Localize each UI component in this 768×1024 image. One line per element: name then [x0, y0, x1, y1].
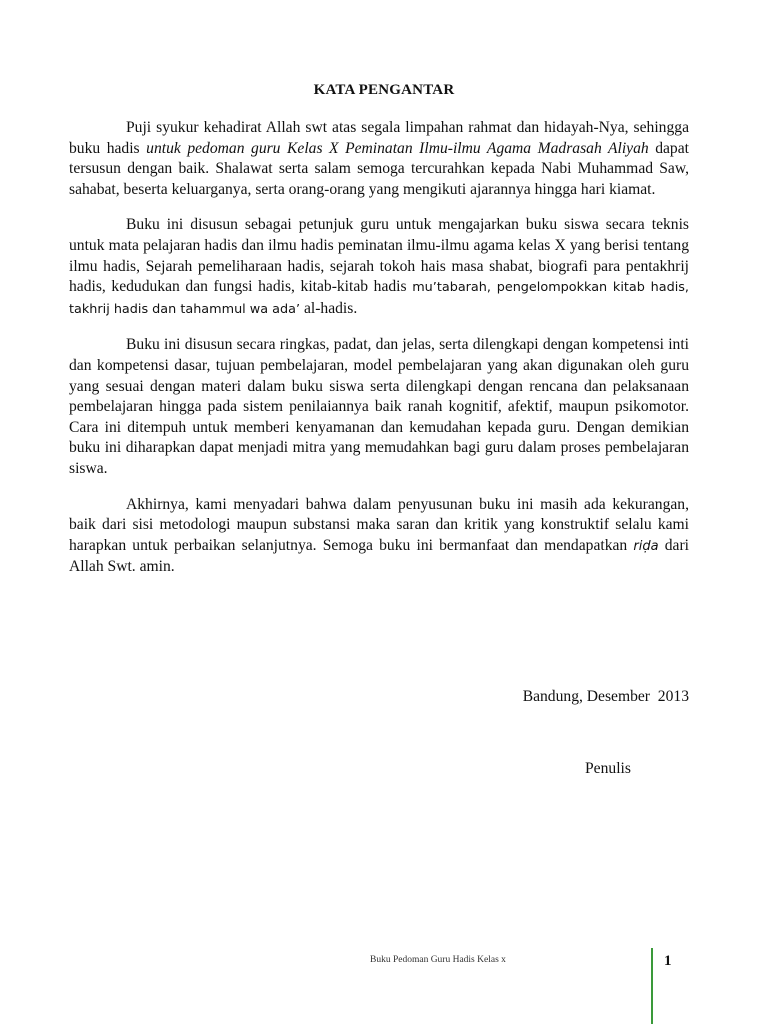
paragraph-2-sans-text: mu’tabarah, pengelompokkan kitab hadis, takhrij hadis dan tahammul wa ada’ — [69, 280, 689, 317]
paragraph-4-text-a: Akhirnya, kami menyadari bahwa dalam penyusunan buku ini masih ada kekurangan, baik dari sisi metodologi maupun substansi maka saran dan kritik yang konstruktif selalu kami harapkan untuk perbaikan selanjutnya. Semoga buku ini bermanfaat dan mendapatkan — [69, 495, 689, 554]
page-title: KATA PENGANTAR — [313, 82, 455, 98]
body-text — [69, 118, 689, 593]
paragraph-1-text-c: dapat tersusun dengan baik. Shalawat serta salam semoga tercurahkan kepada Nabi Muhammad Saw, sahabat, beserta keluarganya, serta orang-orang yang mengikuti ajarannya hingga hari kiamat. — [69, 139, 689, 198]
paragraph-1-italic-text: untuk pedoman guru Kelas X Peminatan Ilmu-ilmu Agama Madrasah Aliyah — [146, 139, 649, 157]
paragraph-4-italic-text: riḍa — [633, 538, 659, 554]
paragraph-3: Buku ini disusun secara ringkas, padat, dan jelas, serta dilengkapi dengan kompetensi inti dan kompetensi dasar, tujuan pembelajaran, model pembelajaran yang akan digunakan oleh guru yang sesuai dengan materi dalam buku siswa serta dilengkapi dengan rencana dan pelaksanaan pembelajaran hingga pada sistem penilaiannya baik ranah kognitif, afektif, maupun psikomotor. Cara ini ditempuh untuk memberi kenyamanan dan kemudahan kepada guru. Dengan demikian buku ini diharapkan dapat menjadi mitra yang memudahkan bagi guru dalam proses pembelajaran siswa. — [69, 336, 689, 477]
paragraph-4-text-c: dari Allah Swt. amin. — [69, 536, 689, 576]
paragraph-1 — [69, 118, 689, 200]
paragraph-2-text-a: Buku ini disusun sebagai petunjuk guru untuk mengajarkan buku siswa secara teknis untuk mata pelajaran hadis dan ilmu hadis peminatan ilmu-ilmu agama kelas X yang berisi tentang ilmu hadis, Sejarah pemeliharaan hadis, sejarah tokoh hais masa shabat, biografi para pentakhrij hadis, kedudukan dan fungsi hadis, kitab-kitab hadis — [69, 216, 689, 296]
place-date: Bandung, Desember 2013 — [522, 688, 689, 705]
footer-text: Buku Pedoman Guru Hadis Kelas x — [370, 955, 506, 965]
paragraph-2-text-c: al-hadis. — [300, 299, 358, 317]
page-number: 1 — [664, 953, 672, 969]
author-signature: Penulis — [585, 760, 631, 777]
paragraph-1-text-a: Puji syukur kehadirat Allah swt atas segala limpahan rahmat dan hidayah-Nya, sehingga buku hadis — [69, 119, 689, 157]
paragraph-4 — [69, 495, 689, 578]
footer-divider — [651, 948, 653, 1024]
paragraph-2 — [69, 215, 689, 320]
